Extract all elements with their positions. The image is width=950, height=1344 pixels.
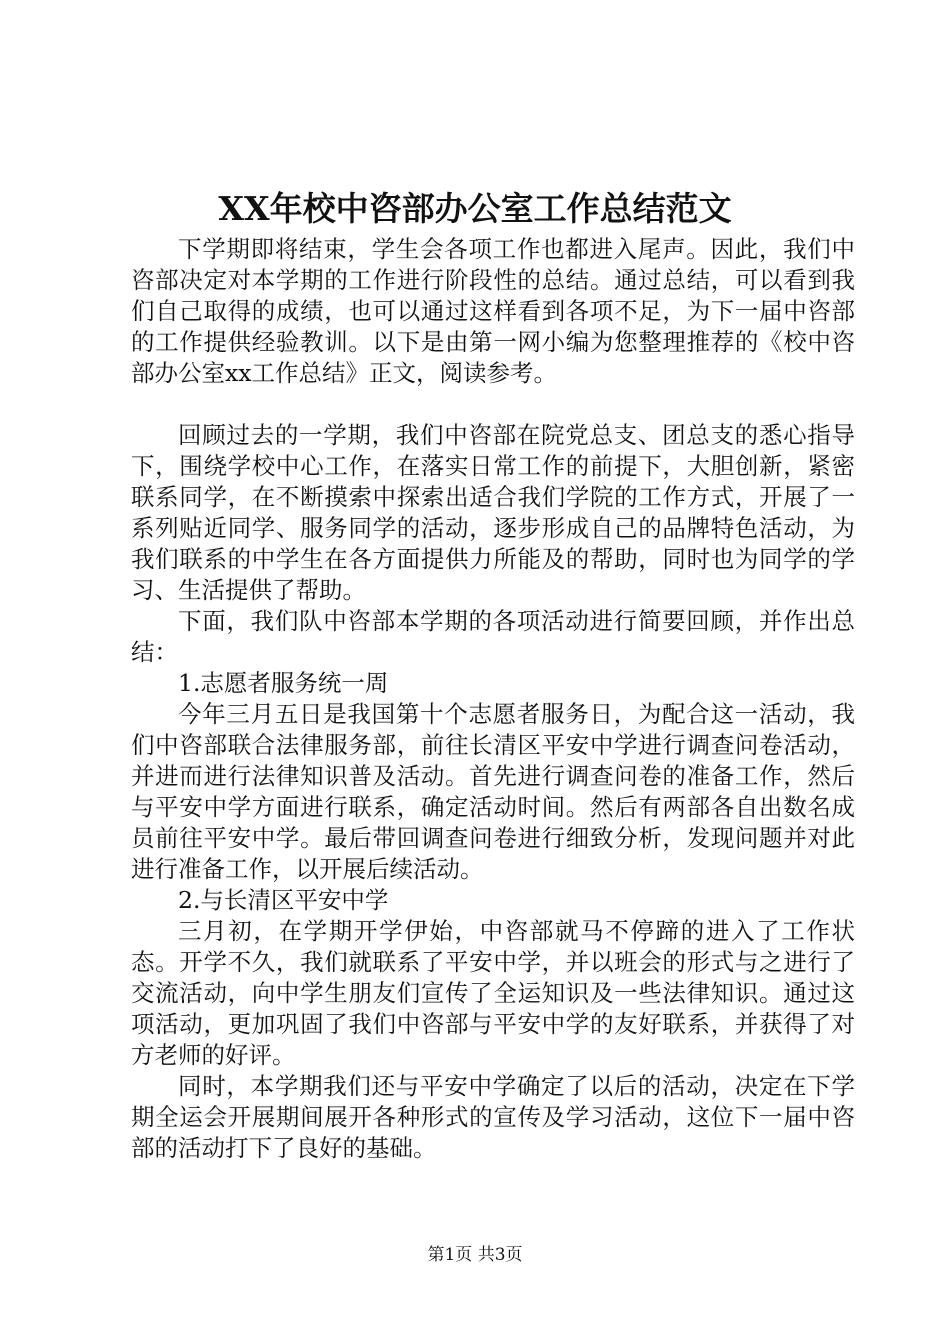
document-title: XX年校中咨部办公室工作总结范文 xyxy=(218,189,732,228)
paragraph-review: 回顾过去的一学期，我们中咨部在院党总支、团总支的悉心指导下，围绕学校中心工作，在落实日常工作的前提下，大胆创新，紧密联系同学，在不断摸索中探索出适合我们学院的工作方式，开展了一系列贴近同学、服务同学的活动，逐步形成自己的品牌特色活动，为我们联系的中学生在各方面提供力所能及的帮助，同时也为同学的学习、生活提供了帮助。 xyxy=(131,421,855,604)
paragraph-summary-lead: 下面，我们队中咨部本学期的各项活动进行简要回顾，并作出总结： xyxy=(131,607,855,666)
paragraph-section-2: 三月初，在学期开学伊始，中咨部就马不停蹄的进入了工作状态。开学不久，我们就联系了平安中学，并以班会的形式与之进行了交流活动，向中学生朋友们宣传了全运知识及一些法律知识。通过这项活动，更加巩固了我们中咨部与平安中学的友好联系，并获得了对方老师的好评。 xyxy=(131,917,855,1069)
section-heading-2: 2.与长清区平安中学 xyxy=(178,886,389,914)
section-heading-1: 1.志愿者服务统一周 xyxy=(178,669,389,697)
paragraph-section-2-followup: 同时，本学期我们还与平安中学确定了以后的活动，决定在下学期全运会开展期间展开各种形式的宣传及学习活动，这位下一届中咨部的活动打下了良好的基础。 xyxy=(131,1072,855,1162)
paragraph-intro: 下学期即将结束，学生会各项工作也都进入尾声。因此，我们中咨部决定对本学期的工作进行阶段性的总结。通过总结，可以看到我们自己取得的成绩，也可以通过这样看到各项不足，为下一届中咨部的工作提供经验教训。以下是由第一网小编为您整理推荐的《校中咨部办公室xx工作总结》正文，阅读参考。 xyxy=(131,235,855,387)
document-body xyxy=(131,234,855,1164)
page-number-footer: 第1页 共3页 xyxy=(427,1245,523,1265)
paragraph-section-1: 今年三月五日是我国第十个志愿者服务日，为配合这一活动，我们中咨部联合法律服务部，前往长清区平安中学进行调查问卷活动，并进而进行法律知识普及活动。首先进行调查问卷的准备工作，然后与平安中学方面进行联系，确定活动时间。然后有两部各自出数名成员前往平安中学。最后带回调查问卷进行细致分析，发现问题并对此进行准备工作，以开展后续活动。 xyxy=(131,700,855,883)
